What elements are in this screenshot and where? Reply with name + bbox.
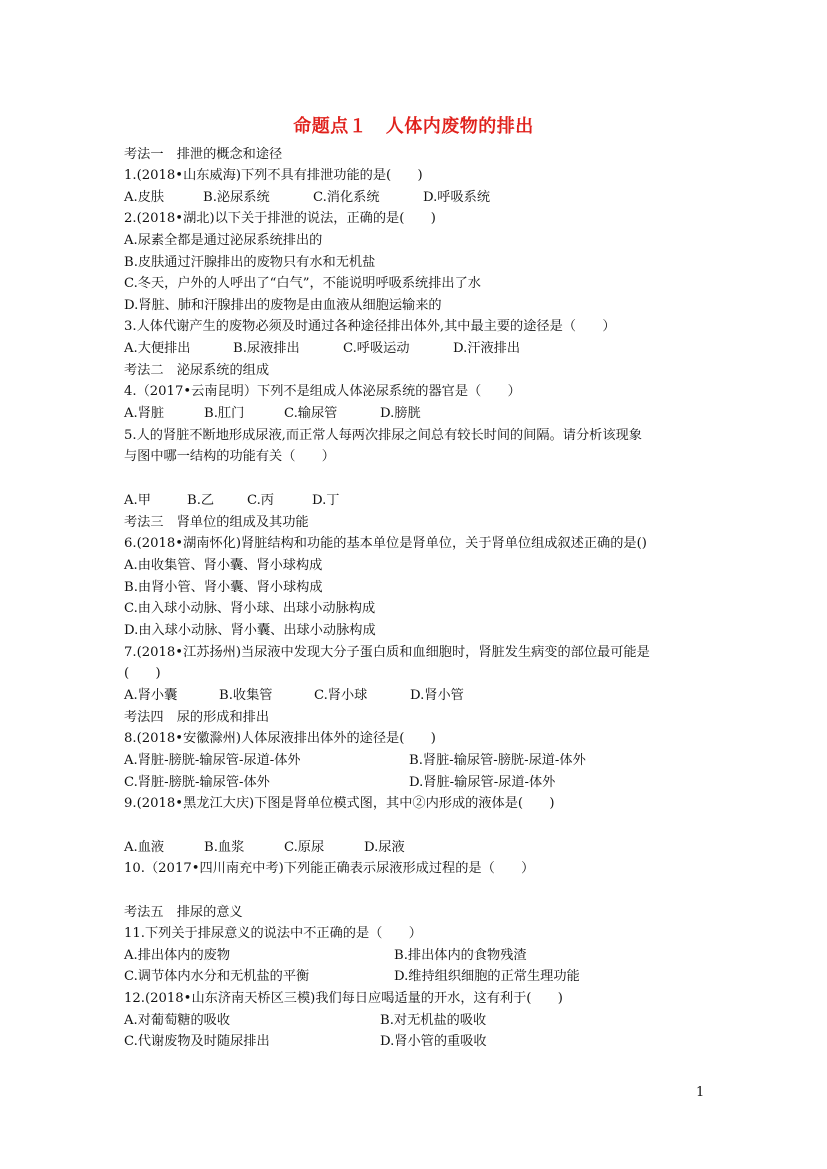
option-a: A.由收集管、肾小囊、肾小球构成: [124, 558, 323, 573]
option-d: D.膀胱: [380, 406, 421, 421]
option-a: A.皮肤: [124, 190, 165, 205]
option-c: C.代谢废物及时随尿排出: [124, 1034, 270, 1049]
option-b: B.肛门: [204, 406, 245, 421]
option-c: C.输尿管: [284, 406, 338, 421]
option-a: A.肾脏-膀胱-输尿管-尿道-体外: [124, 753, 301, 768]
option-c: C.消化系统: [313, 190, 380, 205]
option-d: D.肾小管的重吸收: [380, 1034, 487, 1049]
question-1-stem: 1.(2018•山东威海)下列不具有排泄功能的是( ): [124, 168, 423, 183]
option-c: C.调节体内水分和无机盐的平衡: [124, 969, 310, 984]
option-c: C.肾脏-膀胱-输尿管-体外: [124, 775, 270, 790]
option-c: C.呼吸运动: [343, 341, 410, 356]
page-number: 1: [696, 1085, 705, 1100]
question-10-stem: 10.（2017•四川南充中考)下列能正确表示尿液形成过程的是（ ）: [124, 861, 535, 876]
option-b: B.皮肤通过汗腺排出的废物只有水和无机盐: [124, 255, 376, 270]
question-9-stem: 9.(2018•黑龙江大庆)下图是肾单位模式图，其中②内形成的液体是( ): [124, 796, 555, 811]
option-b: B.由肾小管、肾小囊、肾小球构成: [124, 580, 323, 595]
option-a: A.尿素全都是通过泌尿系统排出的: [124, 233, 323, 248]
question-6-stem: 6.(2018•湖南怀化)肾脏结构和功能的基本单位是肾单位，关于肾单位组成叙述正确的是(): [124, 536, 647, 551]
option-a: A.肾小囊: [124, 688, 178, 703]
section-heading-2: 考法二 泌尿系统的组成: [124, 363, 270, 378]
option-d: D.尿液: [364, 840, 405, 855]
section-heading-4: 考法四 尿的形成和排出: [124, 710, 270, 725]
option-c: C.冬天，户外的人呼出了“白气”，不能说明呼吸系统排出了水: [124, 276, 481, 291]
option-d: D.肾脏、肺和汗腺排出的废物是由血液从细胞运输来的: [124, 298, 442, 313]
option-c: C.肾小球: [314, 688, 368, 703]
option-c: C.由入球小动脉、肾小球、出球小动脉构成: [124, 601, 376, 616]
option-b: B.血浆: [204, 840, 245, 855]
question-3-stem: 3.人体代谢产生的废物必须及时通过各种途径排出体外,其中最主要的途径是（ ）: [124, 319, 616, 334]
question-2-stem: 2.(2018•湖北)以下关于排泄的说法，正确的是( ): [124, 211, 436, 226]
option-a: A.对葡萄糖的吸收: [124, 1013, 231, 1028]
option-d: D.丁: [312, 493, 340, 508]
option-d: D.由入球小动脉、肾小囊、出球小动脉构成: [124, 623, 376, 638]
option-a: A.甲: [124, 493, 151, 508]
option-b: B.尿液排出: [233, 341, 300, 356]
question-12-stem: 12.(2018•山东济南天桥区三模)我们每日应喝适量的开水，这有利于( ): [124, 991, 563, 1006]
option-a: A.排出体内的废物: [124, 948, 231, 963]
question-7-options: [124, 687, 464, 705]
option-d: D.汗液排出: [453, 341, 521, 356]
option-b: B.泌尿系统: [203, 190, 270, 205]
option-d: D.肾小管: [410, 688, 464, 703]
option-d: D.呼吸系统: [423, 190, 491, 205]
option-b: B.对无机盐的吸收: [380, 1013, 487, 1028]
option-d: D.维持组织细胞的正常生理功能: [394, 969, 580, 984]
question-1-options: [124, 189, 490, 207]
question-9-options: [124, 839, 405, 857]
question-5-options: [124, 492, 339, 510]
question-4-stem: 4.（2017•云南昆明）下列不是组成人体泌尿系统的器官是（ ）: [124, 384, 521, 399]
option-a: A.血液: [124, 840, 165, 855]
option-c: C.原尿: [284, 840, 325, 855]
question-7-answer-blank: ( ): [124, 666, 161, 681]
option-b: B.乙: [187, 493, 215, 508]
question-7-stem: 7.(2018•江苏扬州)当尿液中发现大分子蛋白质和血细胞时，肾脏发生病变的部位最可能是: [124, 645, 650, 660]
option-a: A.大便排出: [124, 341, 191, 356]
question-5-stem: 5.人的肾脏不断地形成尿液,而正常人每两次排尿之间总有较长时间的间隔。请分析该现象: [124, 428, 642, 443]
option-b: B.收集管: [219, 688, 273, 703]
option-d: D.肾脏-输尿管-尿道-体外: [409, 775, 556, 790]
page-title: 命题点１ 人体内废物的排出: [293, 116, 534, 137]
section-heading-3: 考法三 肾单位的组成及其功能: [124, 515, 309, 530]
question-5-stem-continued: 与图中哪一结构的功能有关（ ）: [124, 449, 335, 464]
question-4-options: [124, 405, 421, 423]
question-3-options: [124, 340, 520, 358]
question-8-stem: 8.(2018•安徽滁州)人体尿液排出体外的途径是( ): [124, 731, 436, 746]
section-heading-1: 考法一 排泄的概念和途径: [124, 147, 283, 162]
option-c: C.丙: [247, 493, 274, 508]
section-heading-5: 考法五 排尿的意义: [124, 905, 243, 920]
question-11-stem: 11.下列关于排尿意义的说法中不正确的是（ ）: [124, 926, 422, 941]
option-a: A.肾脏: [124, 406, 165, 421]
option-b: B.肾脏-输尿管-膀胱-尿道-体外: [409, 753, 586, 768]
option-b: B.排出体内的食物残渣: [394, 948, 527, 963]
